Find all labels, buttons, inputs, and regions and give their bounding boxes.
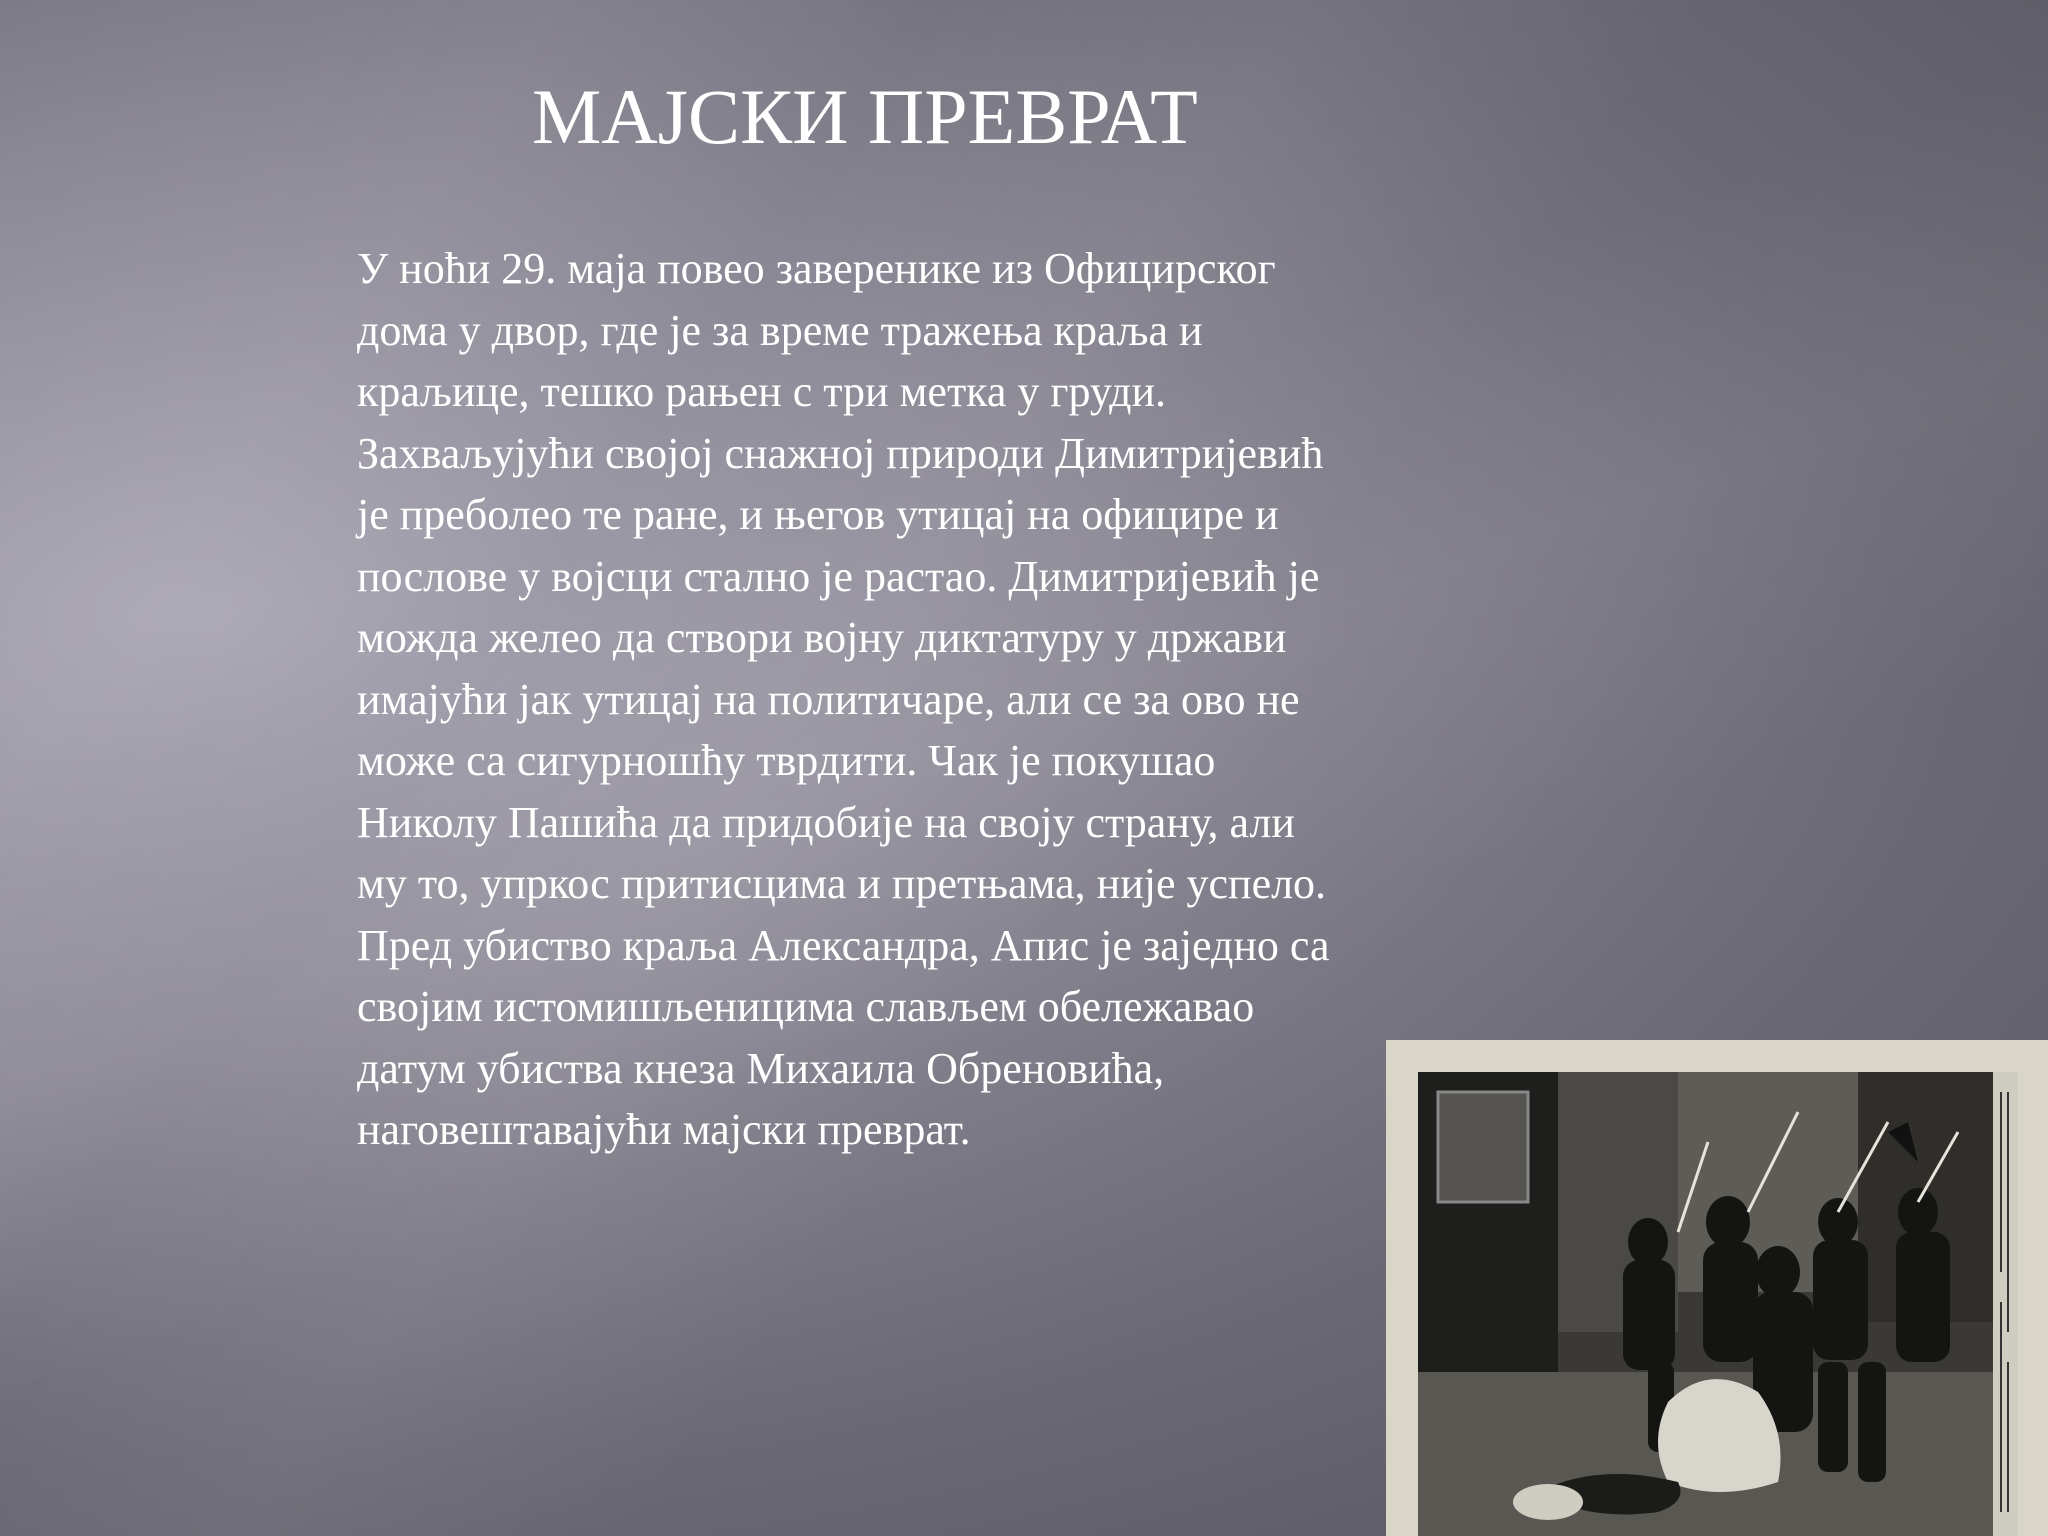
body-line: дома у двор, где је за време тражења краља и (357, 305, 1203, 355)
body-line: својим истомишљеницима слављем обележавао (357, 982, 1255, 1031)
body-line: У ноћи 29. маја повео заверенике из Официрског (357, 244, 1276, 293)
slide-body-text (357, 238, 1507, 1161)
body-line: наговештавајући мајски преврат. (357, 1105, 971, 1154)
body-line: може са сигурношћу тврдити. Чак је покушао (357, 736, 1216, 785)
body-line: Захваљујући својој снажној природи Димитријевић (357, 428, 1324, 478)
body-line: краљице, тешко рањен с три метка у груди. (357, 367, 1167, 416)
engraving-illustration (1418, 1072, 2018, 1536)
body-line: Николу Пашића да придобије на своју страну, али (357, 797, 1295, 847)
body-line: имајући јак утицај на политичаре, али се за ово не (357, 674, 1300, 724)
body-line: Пред убиство краља Александра, Апис је заједно са (357, 920, 1330, 970)
body-line: датум убиства кнеза Михаила Обреновића, (357, 1043, 1165, 1093)
body-line: је преболео те ране, и његов утицај на официре и (357, 490, 1279, 539)
body-line: можда желео да створи војну диктатуру у држави (357, 613, 1287, 662)
assassination-engraving-image (1386, 1040, 2048, 1536)
body-line: послове у војсци стално је растао. Димитријевић је (357, 551, 1320, 601)
slide-title: МАЈСКИ ПРЕВРАТ (532, 73, 1198, 160)
engraving-drawing (1418, 1072, 2018, 1536)
body-line: му то, упркос притисцима и претњама, није успело. (357, 859, 1327, 908)
